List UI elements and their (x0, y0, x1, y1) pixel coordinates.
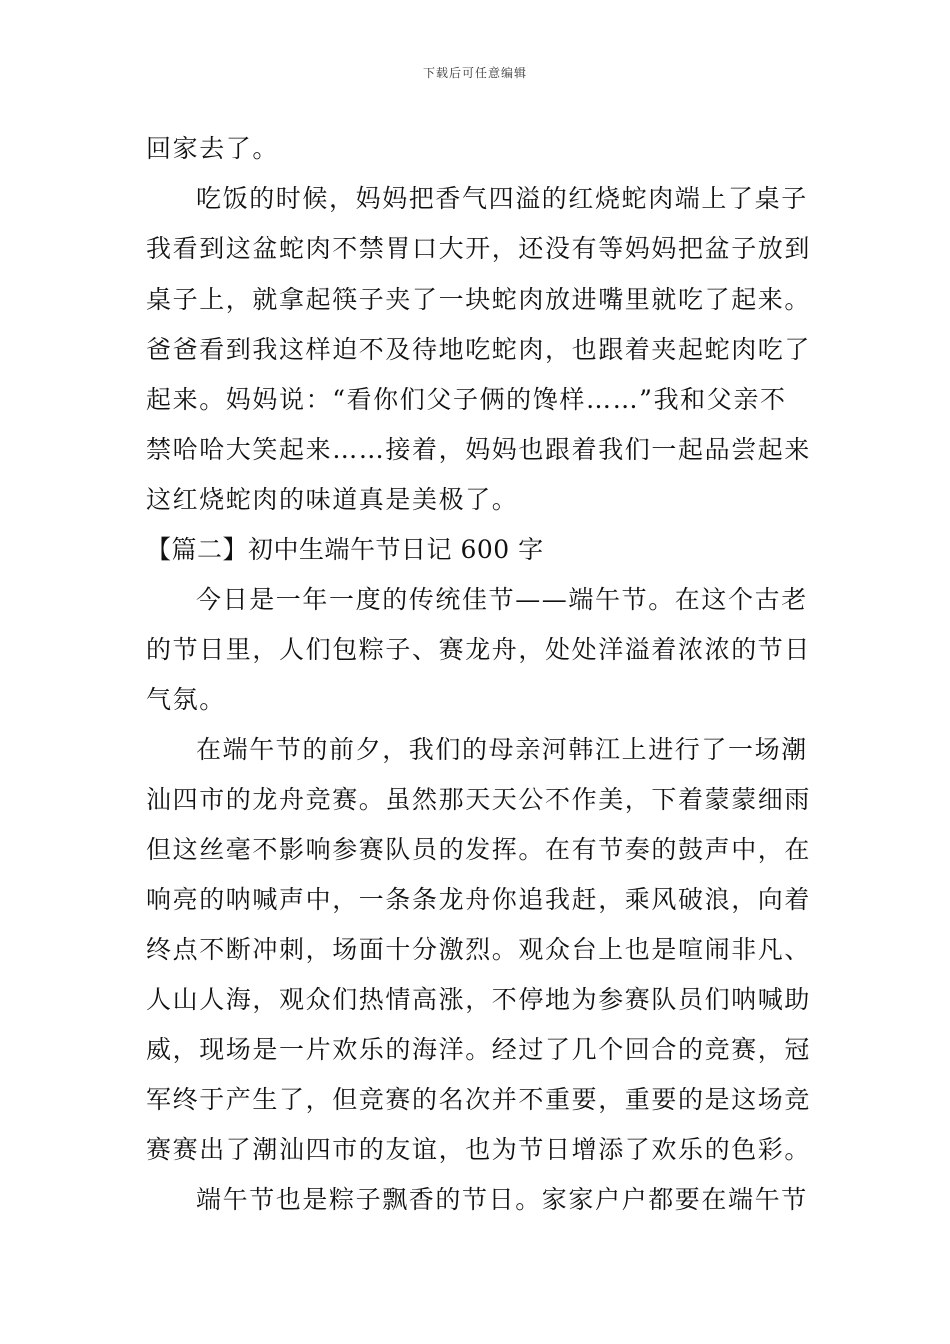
text-line: 这红烧蛇肉的味道真是美极了。 (146, 485, 519, 514)
page-header: 下载后可任意编辑 (422, 66, 527, 80)
text-line: 但这丝毫不影响参赛队员的发挥。在有节奏的鼓声中，在 (146, 835, 812, 864)
text-line: 人山人海，观众们热情高涨，不停地为参赛队员们呐喊助 (146, 985, 812, 1014)
text-line: 的节日里，人们包粽子、赛龙舟，处处洋溢着浓浓的节日 (146, 635, 812, 664)
text-line: 吃饭的时候，妈妈把香气四溢的红烧蛇肉端上了桌子 (196, 184, 808, 213)
section-heading: 【篇二】初中生端午节日记 600 字 (146, 535, 544, 564)
text-line: 禁哈哈大笑起来……接着，妈妈也跟着我们一起品尝起来 (146, 435, 812, 464)
text-line: 气氛。 (146, 685, 226, 714)
text-line: 军终于产生了，但竞赛的名次并不重要，重要的是这场竞 (146, 1085, 812, 1114)
text-line: 终点不断冲刺，场面十分激烈。观众台上也是喧闹非凡、 (146, 935, 812, 964)
text-line: 桌子上，就拿起筷子夹了一块蛇肉放进嘴里就吃了起来。 (146, 285, 812, 314)
text-line: 起来。妈妈说：“看你们父子俩的馋样……”我和父亲不 (146, 385, 787, 414)
text-line: 汕四市的龙舟竞赛。虽然那天天公不作美，下着蒙蒙细雨 (146, 785, 812, 814)
text-line: 爸爸看到我这样迫不及待地吃蛇肉，也跟着夹起蛇肉吃了 (146, 335, 812, 364)
text-line: 端午节也是粽子飘香的节日。家家户户都要在端午节 (196, 1185, 808, 1214)
text-line: 赛赛出了潮汕四市的友谊，也为节日增添了欢乐的色彩。 (146, 1135, 812, 1164)
text-line: 今日是一年一度的传统佳节——端午节。在这个古老 (196, 585, 808, 614)
text-line: 回家去了。 (146, 134, 280, 163)
text-line: 响亮的呐喊声中，一条条龙舟你追我赶，乘风破浪，向着 (146, 885, 812, 914)
text-line: 我看到这盆蛇肉不禁胃口大开，还没有等妈妈把盆子放到 (146, 234, 812, 263)
text-line: 威，现场是一片欢乐的海洋。经过了几个回合的竞赛，冠 (146, 1035, 812, 1064)
text-line: 在端午节的前夕，我们的母亲河韩江上进行了一场潮 (196, 735, 808, 764)
